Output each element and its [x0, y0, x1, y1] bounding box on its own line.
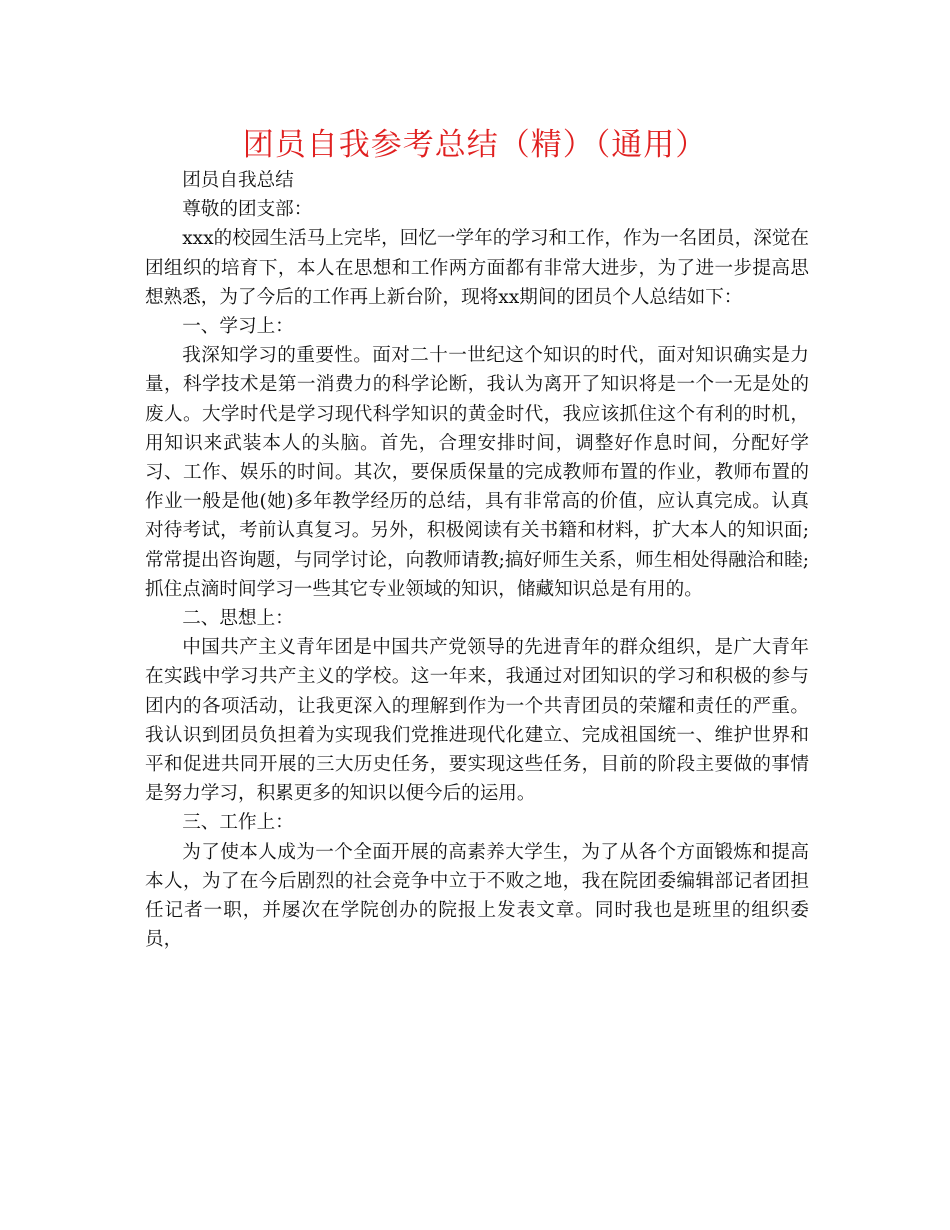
document-title: 团员自我参考总结（精）（通用）	[242, 127, 708, 163]
paragraph-study: 我深知学习的重要性。面对二十一世纪这个知识的时代，面对知识确实是力量，科学技术是第一消费力的科学论断，我认为离开了知识将是一个一无是处的废人。大学时代是学习现代科学知识的黄金时代，我应该抓住这个有利的时机，用知识来武装本人的头脑。首先，合理安排时间，调整好作息时间，分配好学习、工作、娱乐的时间。其次，要保质保量的完成教师布置的作业，教师布置的作业一般是他(她)多年教学经历的总结，具有非常高的价值，应认真完成。认真对待考试，考前认真复习。另外，积极阅读有关书籍和材料，扩大本人的知识面;常常提出咨询题，与同学讨论，向教师请教;搞好师生关系，师生相处得融洽和睦;抓住点滴时间学习一些其它专业领域的知识，储藏知识总是有用的。	[145, 345, 809, 600]
paragraph-thought: 中国共产主义青年团是中国共产党领导的先进青年的群众组织，是广大青年在实践中学习共产主义的学校。这一年来，我通过对团知识的学习和积极的参与团内的各项活动，让我更深入的理解到作为一个共青团员的荣耀和责任的严重。我认识到团员负担着为实现我们党推进现代化建立、完成祖国统一、维护世界和平和促进共同开展的三大历史任务，要实现这些任务，目前的阶段主要做的事情是努力学习，积累更多的知识以便今后的运用。	[145, 637, 809, 805]
paragraph-work: 为了使本人成为一个全面开展的高素养大学生，为了从各个方面锻炼和提高本人，为了在今后剧烈的社会竞争中立于不败之地，我在院团委编辑部记者团担任记者一职，并屡次在学院创办的院报上发表文章。同时我也是班里的组织委员，	[145, 841, 809, 951]
section-heading-thought: 二、思想上：	[182, 608, 294, 630]
section-heading-study: 一、学习上：	[182, 316, 294, 338]
paragraph-salutation: 尊敬的团支部：	[182, 199, 313, 221]
section-heading-work: 三、工作上：	[182, 812, 294, 834]
document-body	[145, 166, 809, 954]
paragraph-intro: xxx的校园生活马上完毕，回忆一学年的学习和工作，作为一名团员，深觉在团组织的培育下，本人在思想和工作两方面都有非常大进步，为了进一步提高思想熟悉，为了今后的工作再上新台阶，现将xx期间的团员个人总结如下：	[145, 228, 809, 308]
paragraph-heading: 团员自我总结	[182, 170, 294, 191]
